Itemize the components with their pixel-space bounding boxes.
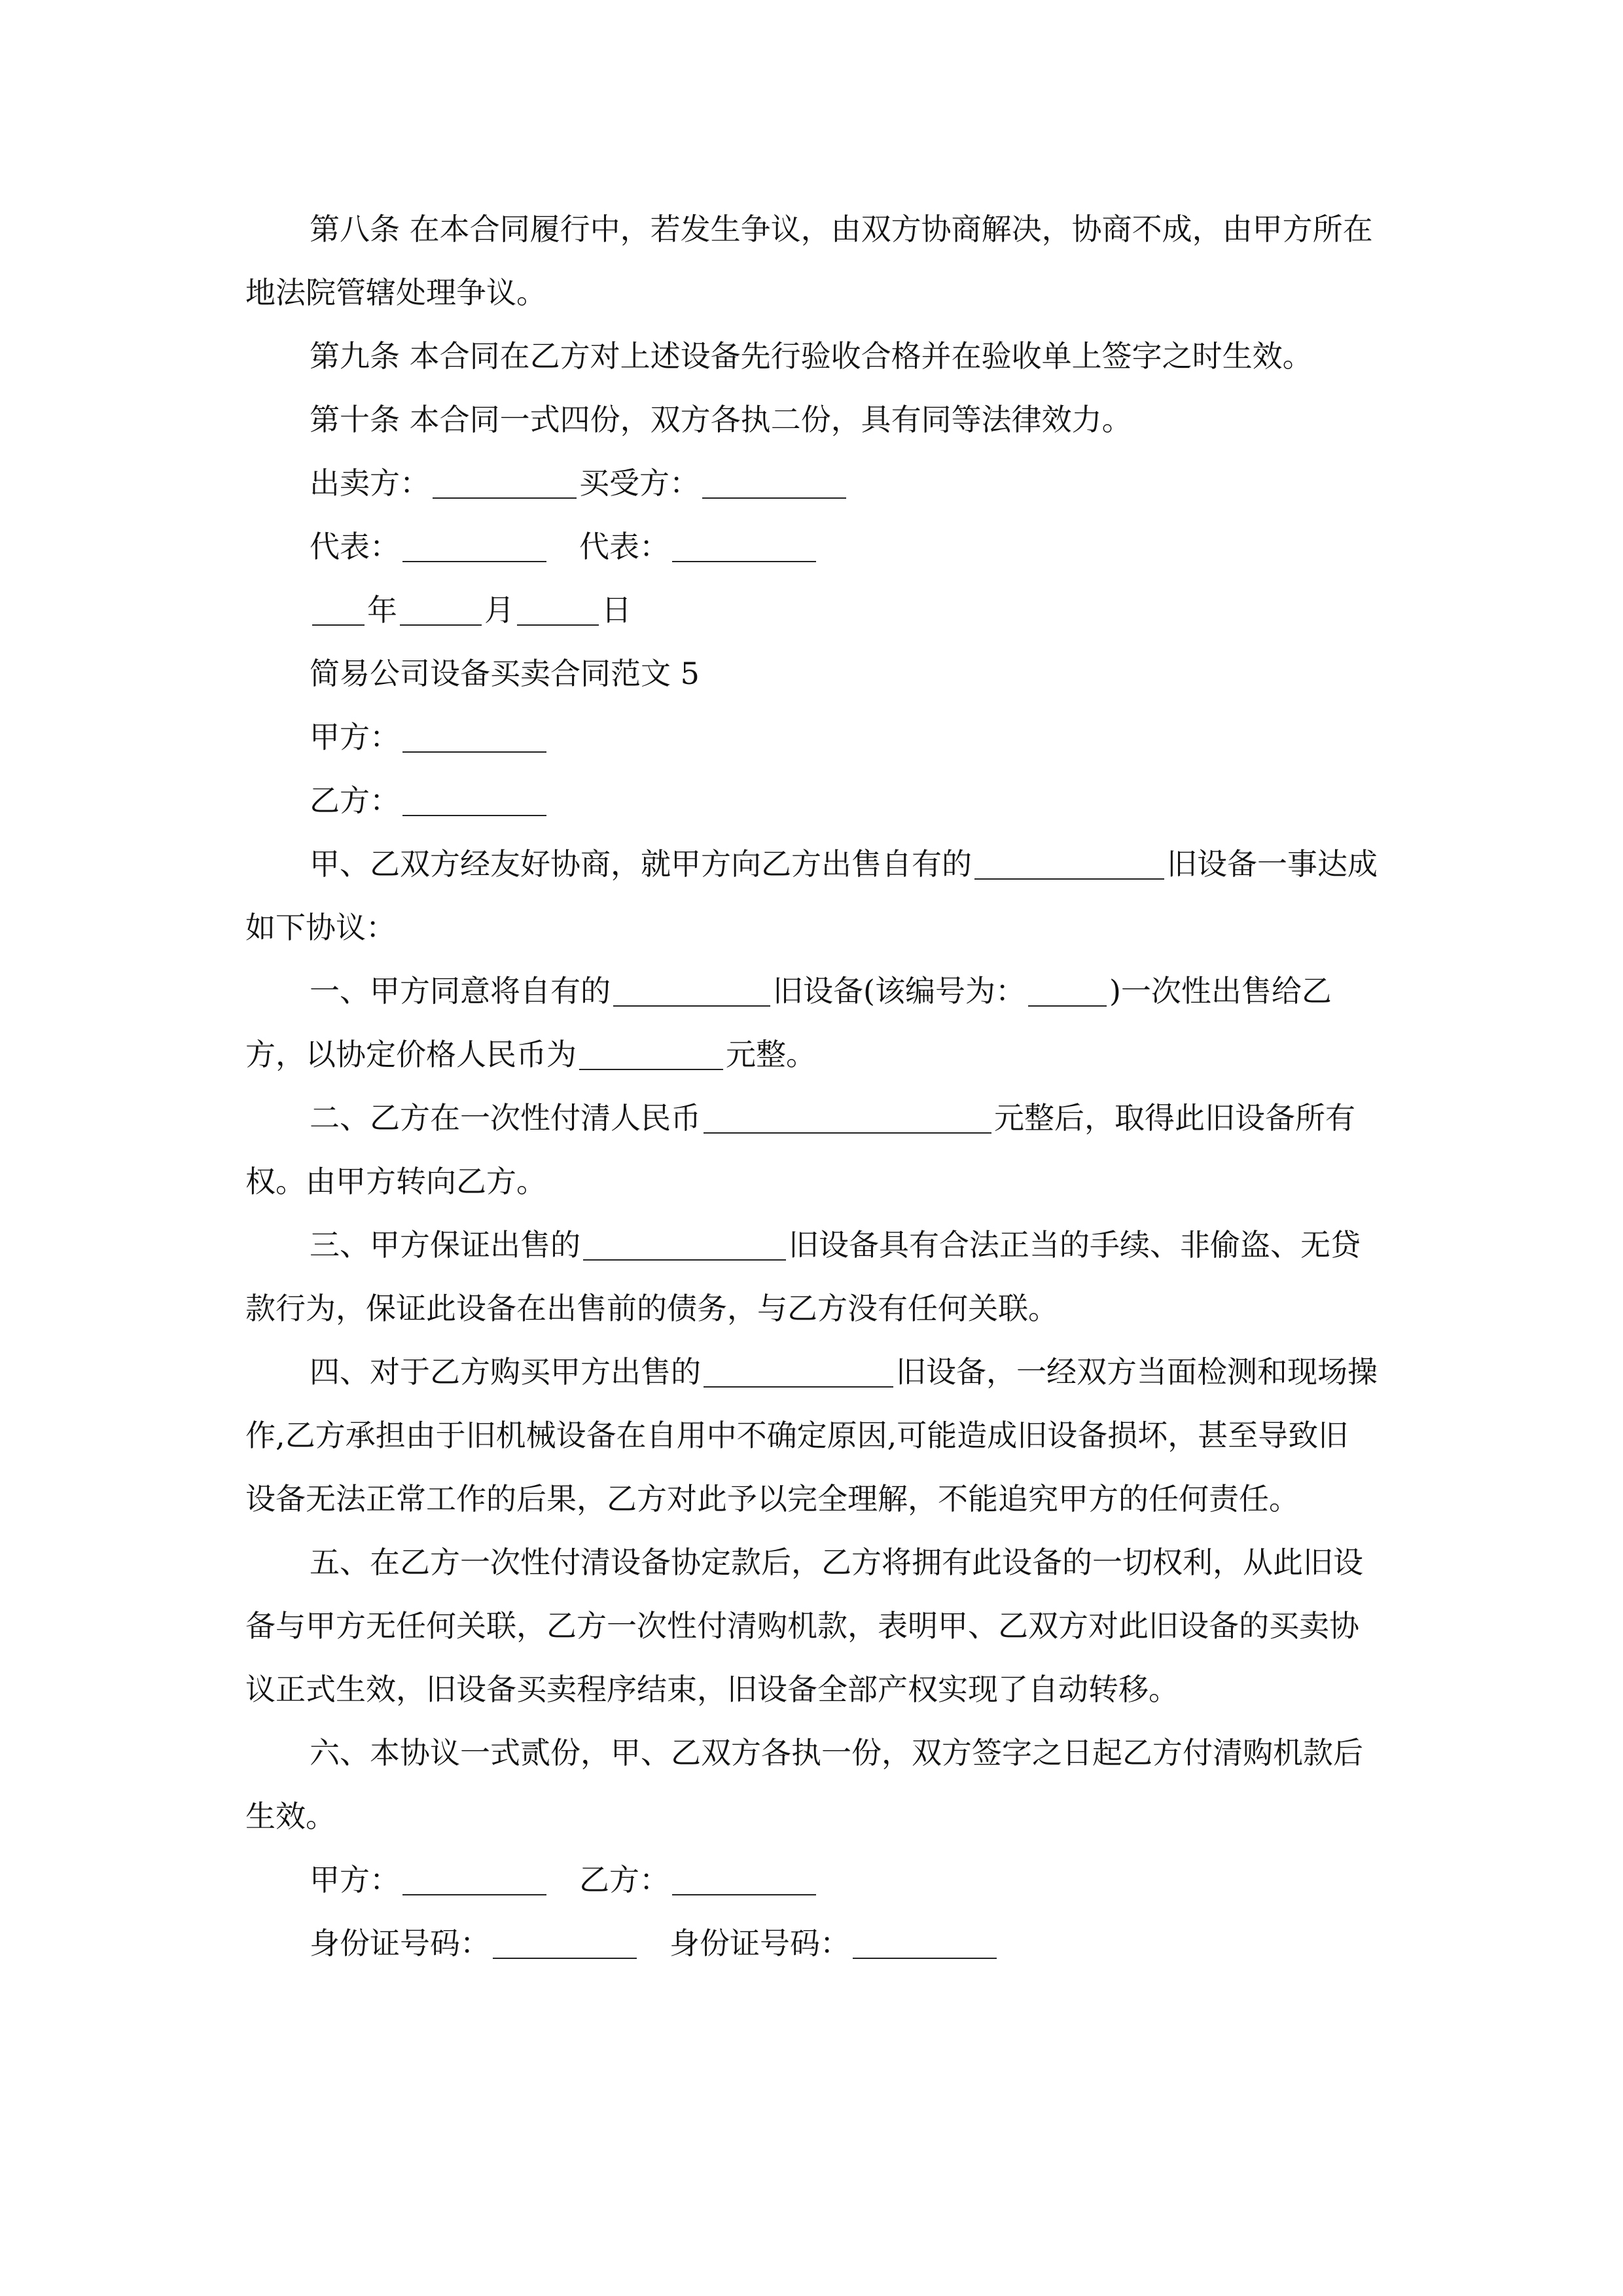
clause-2 xyxy=(245,1086,1378,1213)
clause-1-text-3: )一次性出售给乙方，以协定价格人民币为 xyxy=(245,973,1332,1072)
signature-line xyxy=(245,1848,1378,1912)
rep-label-2: 代表： xyxy=(579,529,669,564)
payment-blank xyxy=(704,1102,991,1134)
clause-3-text-1: 三、甲方保证出售的 xyxy=(310,1227,580,1263)
clause-6: 六、本协议一式贰份，甲、乙双方各执一份，双方签字之日起乙方付清购机款后生效。 xyxy=(245,1735,1363,1834)
seller-blank xyxy=(433,467,577,499)
clause-4-blank xyxy=(704,1356,893,1388)
sign-party-a-blank xyxy=(402,1864,546,1895)
equipment-name-blank xyxy=(613,975,770,1007)
day-label: 日 xyxy=(601,592,632,628)
rep-label-1: 代表： xyxy=(310,529,400,564)
date-line xyxy=(245,579,1378,642)
clause-1-text-2: 旧设备(该编号为： xyxy=(773,973,1026,1009)
id-number-line xyxy=(245,1912,1378,1975)
intro-text-1: 甲、乙双方经友好协商，就甲方向乙方出售自有的 xyxy=(310,846,972,882)
clause-2-text-1: 二、乙方在一次性付清人民币 xyxy=(310,1100,701,1136)
price-blank xyxy=(579,1039,723,1070)
sign-party-b-label: 乙方： xyxy=(579,1862,669,1897)
clause-4 xyxy=(245,1340,1378,1531)
clause-1 xyxy=(245,960,1378,1086)
equipment-blank xyxy=(974,848,1164,880)
id-label-2: 身份证号码： xyxy=(669,1926,850,1961)
serial-number-blank xyxy=(1028,975,1107,1007)
clause-5: 五、在乙方一次性付清设备协定款后，乙方将拥有此设备的一切权利，从此旧设备与甲方无任何关联，乙方一次性付清购机款，表明甲、乙双方对此旧设备的买卖协议正式生效，旧设备买卖程序结束，旧设备全部产权实现了自动转移。 xyxy=(245,1545,1363,1707)
article-10: 第十条 本合同一式四份，双方各执二份，具有同等法律效力。 xyxy=(310,402,1132,437)
contract-text xyxy=(245,198,1378,1975)
party-a-line xyxy=(245,706,1378,769)
sign-party-a-label: 甲方： xyxy=(310,1862,400,1897)
buyer-blank xyxy=(702,467,846,499)
contract-title: 简易公司设备买卖合同范文 5 xyxy=(310,656,700,691)
clause-1-text-1: 一、甲方同意将自有的 xyxy=(310,973,611,1009)
article-8: 第八条 在本合同履行中，若发生争议，由双方协商解决，协商不成，由甲方所在地法院管辖处理争议。 xyxy=(245,211,1373,310)
party-a-blank xyxy=(402,721,546,753)
party-b-blank xyxy=(402,785,546,816)
party-b-label: 乙方： xyxy=(310,783,400,818)
article-9: 第九条 本合同在乙方对上述设备先行验收合格并在验收单上签字之时生效。 xyxy=(310,338,1313,374)
representative-line xyxy=(245,515,1378,579)
party-a-label: 甲方： xyxy=(310,719,400,755)
clause-3-text-2: 旧设备具有合法正当的手续、非偷盗、无贷款行为，保证此设备在出售前的债务，与乙方没有任何关联。 xyxy=(245,1227,1361,1326)
id-label-1: 身份证号码： xyxy=(310,1926,490,1961)
rep-blank-2 xyxy=(672,531,816,562)
clause-3-blank xyxy=(583,1229,786,1261)
sign-party-b-blank xyxy=(672,1864,816,1895)
clause-3 xyxy=(245,1213,1378,1340)
id-blank-2 xyxy=(853,1928,997,1959)
rep-blank-1 xyxy=(402,531,546,562)
buyer-label: 买受方： xyxy=(579,465,700,501)
clause-4-text-1: 四、对于乙方购买甲方出售的 xyxy=(310,1354,701,1390)
year-blank xyxy=(312,594,365,626)
party-b-line xyxy=(245,769,1378,833)
intro-text-2: 旧设备一事达成如下协议： xyxy=(245,846,1378,945)
clause-1-text-4: 元整。 xyxy=(726,1037,816,1072)
clause-2-text-2: 元整后，取得此旧设备所有权。由甲方转向乙方。 xyxy=(245,1100,1355,1199)
day-blank xyxy=(517,594,599,626)
id-blank-1 xyxy=(493,1928,637,1959)
month-blank xyxy=(400,594,482,626)
month-label: 月 xyxy=(484,592,514,628)
seller-label: 出卖方： xyxy=(310,465,430,501)
seller-buyer-line xyxy=(245,452,1378,515)
clause-4-text-2: 旧设备，一经双方当面检测和现场操作,乙方承担由于旧机械设备在自用中不确定原因,可能造成旧设备损坏，甚至导致旧设备无法正常工作的后果，乙方对此予以完全理解，不能追究甲方的任何责任。 xyxy=(245,1354,1378,1516)
year-label: 年 xyxy=(367,592,397,628)
intro-clause xyxy=(245,833,1378,960)
